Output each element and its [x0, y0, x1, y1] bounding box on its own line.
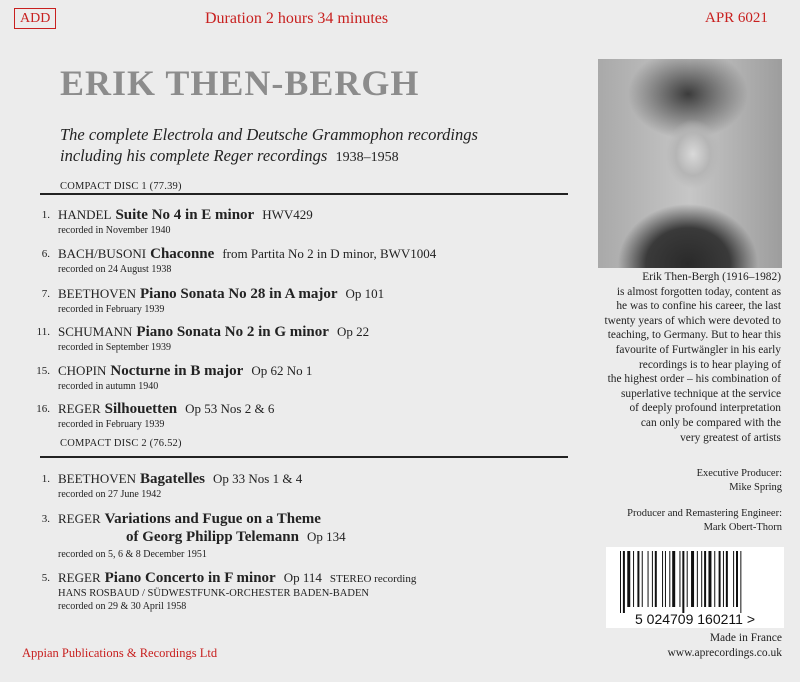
- producer-name: Mark Obert-Thorn: [703, 522, 782, 533]
- track-number: 16.: [36, 403, 50, 415]
- barcode-bar: [726, 551, 728, 607]
- track-work: Piano Concerto in F minor: [104, 570, 276, 586]
- track-detail: Op 33 Nos 1 & 4: [213, 471, 303, 486]
- barcode-bar: [723, 551, 724, 607]
- track-composer: BACH/BUSONI: [58, 246, 147, 261]
- artist-biography: [600, 270, 781, 445]
- barcode-bar: [740, 551, 741, 613]
- track-composer: HANDEL: [58, 207, 112, 222]
- barcode-bar: [708, 551, 711, 607]
- barcode-bar: [620, 551, 621, 613]
- barcode-bar: [697, 551, 698, 607]
- producer-label: Producer and Remastering Engineer:: [627, 508, 782, 519]
- track-number: 15.: [36, 365, 50, 377]
- disc-1-track-11: [18, 323, 578, 354]
- disc-1-track-7: [18, 285, 578, 316]
- disc-2-rule: [40, 456, 568, 458]
- track-recorded: recorded in autumn 1940: [58, 381, 159, 392]
- track-detail: Op 22: [336, 324, 370, 339]
- artist-portrait-photo: [598, 59, 782, 268]
- made-in-country: Made in France: [709, 632, 782, 644]
- footer-info: [667, 631, 782, 661]
- track-number: 3.: [41, 513, 50, 525]
- bio-line: favourite of Furtwängler in his early: [615, 343, 781, 356]
- bio-line: recordings is to hear playing of: [638, 358, 781, 371]
- track-detail: Op 62 No 1: [251, 363, 313, 378]
- barcode-bar: [623, 551, 625, 613]
- track-composer: BEETHOVEN: [58, 286, 136, 301]
- bio-line: of deeply profound interpretation: [629, 402, 781, 415]
- track-recorded: recorded in November 1940: [58, 225, 171, 236]
- disc-1-track-16: [18, 400, 578, 431]
- bio-line: Erik Then-Bergh (1916–1982): [642, 271, 781, 283]
- barcode: [606, 547, 784, 628]
- barcode-bar: [655, 551, 657, 607]
- track-detail: HWV429: [262, 207, 313, 222]
- barcode-bar: [679, 551, 680, 607]
- add-badge: ADD: [14, 8, 56, 29]
- disc-1-track-15: [18, 362, 578, 393]
- bio-line: can only be compared with the: [640, 416, 781, 429]
- bio-line: very greatest of artists: [680, 431, 781, 444]
- bio-line: he was to confine his career, the last: [616, 300, 781, 313]
- track-recorded: recorded in September 1939: [58, 342, 172, 353]
- track-performers: HANS ROSBAUD / SÜDWESTFUNK-ORCHESTER BADEN-BADEN: [58, 588, 369, 599]
- track-work: Chaconne: [150, 246, 215, 262]
- barcode-bar: [733, 551, 734, 607]
- producer-credit: [627, 507, 782, 535]
- barcode-bar: [672, 551, 675, 607]
- track-work-continued: of Georg Philipp Telemann: [126, 529, 299, 545]
- track-recorded: recorded on 27 June 1942: [58, 489, 162, 500]
- track-composer: CHOPIN: [58, 363, 107, 378]
- track-work: Variations and Fugue on a Theme: [104, 511, 321, 527]
- track-recorded: recorded in February 1939: [58, 304, 165, 315]
- track-recorded: recorded in February 1939: [58, 419, 165, 430]
- bio-line: superlative technique at the service: [620, 387, 781, 400]
- executive-producer-name: Mike Spring: [729, 482, 782, 493]
- barcode-digits: 5 024709 160211 >: [634, 611, 756, 627]
- barcode-bar: [736, 551, 738, 607]
- duration-text: Duration 2 hours 34 minutes: [205, 10, 389, 27]
- subtitle-line-2: [60, 145, 560, 168]
- track-work: Silhouetten: [104, 401, 178, 417]
- barcode-bar: [637, 551, 639, 607]
- subtitle-line-2-text: including his complete Reger recordings: [60, 146, 328, 165]
- publisher-name: Appian Publications & Recordings Ltd: [22, 646, 218, 660]
- track-composer: BEETHOVEN: [58, 471, 136, 486]
- executive-producer-credit: [697, 467, 782, 495]
- track-recorded: recorded on 5, 6 & 8 December 1951: [58, 549, 207, 560]
- track-work: Piano Sonata No 28 in A major: [140, 286, 338, 302]
- barcode-bar: [719, 551, 721, 607]
- track-work: Suite No 4 in E minor: [115, 207, 255, 223]
- track-work: Nocturne in B major: [110, 363, 244, 379]
- track-detail: Op 134: [306, 529, 346, 544]
- bio-line: twenty years of which were devoted to: [604, 314, 781, 327]
- barcode-bar: [704, 551, 706, 607]
- track-number: 6.: [41, 248, 50, 260]
- barcode-bar: [682, 551, 684, 613]
- subtitle-line-1: The complete Electrola and Deutsche Grammophon recordings: [60, 125, 478, 144]
- track-number: 1.: [41, 209, 50, 221]
- barcode-bar: [642, 551, 643, 607]
- track-detail: Op 101: [345, 286, 385, 301]
- bio-line: is almost forgotten today, content as: [616, 285, 781, 298]
- track-number: 5.: [41, 572, 50, 584]
- bio-line: the highest order – his combination of: [607, 373, 781, 386]
- website: www.aprecordings.co.uk: [667, 647, 782, 659]
- track-composer: REGER: [58, 570, 101, 585]
- barcode-bar: [714, 551, 715, 607]
- barcode-bar: [633, 551, 634, 607]
- track-recorded: recorded on 29 & 30 April 1958: [58, 601, 187, 612]
- artist-title: ERIK THEN-BERGH: [60, 63, 420, 103]
- executive-producer-label: Executive Producer:: [696, 468, 782, 479]
- track-composer: SCHUMANN: [58, 324, 133, 339]
- track-work: Piano Sonata No 2 in G minor: [136, 324, 329, 340]
- barcode-bar: [665, 551, 666, 607]
- barcode-bar: [691, 551, 694, 607]
- barcode-bar: [627, 551, 630, 607]
- disc-1-label: COMPACT DISC 1 (77.39): [60, 181, 182, 192]
- track-number: 7.: [41, 288, 50, 300]
- disc-2-track-1: [18, 470, 578, 501]
- disc-2-label: COMPACT DISC 2 (76.52): [60, 438, 182, 449]
- barcode-bar: [687, 551, 688, 607]
- subtitle: [60, 124, 560, 168]
- bio-line: teaching, to Germany. But to hear this: [607, 329, 781, 342]
- subtitle-years: 1938–1958: [335, 150, 399, 165]
- track-composer: REGER: [58, 401, 101, 416]
- disc-1-rule: [40, 193, 568, 195]
- disc-2-track-5: [18, 569, 578, 613]
- track-detail: Op 114: [283, 570, 322, 585]
- track-number: 11.: [36, 326, 50, 338]
- track-composer: REGER: [58, 511, 101, 526]
- disc-2-track-3: [18, 510, 578, 561]
- catalog-number: APR 6021: [705, 10, 768, 26]
- track-detail: Op 53 Nos 2 & 6: [185, 401, 275, 416]
- disc-1-track-1: [18, 206, 578, 237]
- barcode-bar: [669, 551, 670, 607]
- barcode-bar: [701, 551, 702, 607]
- track-number: 1.: [41, 473, 50, 485]
- disc-1-track-6: [18, 245, 578, 276]
- track-detail: from Partita No 2 in D minor, BWV1004: [222, 246, 437, 261]
- barcode-bar: [652, 551, 653, 607]
- barcode-bar: [648, 551, 649, 607]
- track-recorded: recorded on 24 August 1938: [58, 264, 172, 275]
- track-work: Bagatelles: [140, 471, 205, 487]
- barcode-bar: [662, 551, 663, 607]
- stereo-note: STEREO recording: [329, 573, 417, 585]
